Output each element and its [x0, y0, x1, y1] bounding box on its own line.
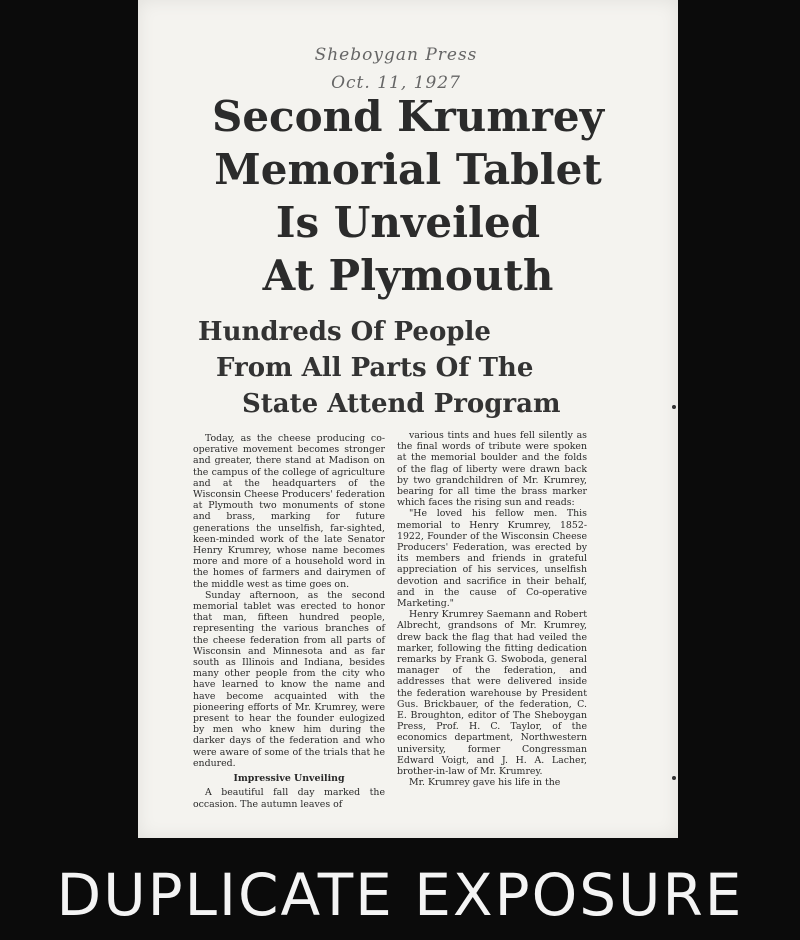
article-paragraph: A beautiful fall day marked the occasion. The autumn leaves of: [193, 787, 385, 810]
subheadline-line: Hundreds Of People: [198, 317, 491, 347]
article-column-left: [193, 433, 385, 810]
headline-line: Memorial Tablet: [214, 145, 602, 194]
article-paragraph: Today, as the cheese producing co-operative movement becomes stronger and greater, there stand at Madison on the campus of the college of agriculture and at the headquarters of the Wisconsin Cheese Producers' federation at Plymouth two monuments of stone and brass, marking for future generations the unselfish, far-sighted, keen-minded work of the late Senator Henry Krumrey, whose name becomes more and more of a household word in the homes of farmers and dairymen of the middle west as time goes on.: [193, 433, 385, 590]
handwritten-source-note: Sheboygan Press: [314, 45, 478, 65]
subheadline-line: From All Parts Of The: [216, 353, 534, 383]
article-paragraph: "He loved his fellow men. This memorial to Henry Krumrey, 1852-1922, Founder of the Wisconsin Cheese Producers' Federation, was erected by its members and friends in grateful appreciation of his services, unselfish devotion and sacrifice in their behalf, and in the cause of Co-operative Marketing.": [397, 508, 587, 610]
duplicate-exposure-label: DUPLICATE EXPOSURE: [56, 861, 744, 929]
headline-line: Second Krumrey: [211, 92, 605, 141]
article-paragraph: Mr. Krumrey gave his life in the: [409, 777, 561, 789]
article-column-right: [397, 430, 587, 789]
edge-speck: [672, 405, 676, 409]
section-subheading: Impressive Unveiling: [233, 773, 345, 785]
headline-line: Is Unveiled: [275, 198, 541, 247]
article-paragraph: various tints and hues fell silently as the final words of tribute were spoken at the memorial boulder and the folds of the flag of liberty were drawn back by two grandchildren of Mr. Krumrey, bearing for all time the brass marker which faces the rising sun and reads:: [397, 430, 587, 509]
article-paragraph: Sunday afternoon, as the second memorial tablet was erected to honor that man, fifteen hundred people, representing the various branches of the cheese federation from all parts of Wisconsin and Minnesota and as far south as Illinois and Indiana, besides many other people from the city who have learned to know the name and have become acquainted with the pioneering efforts of Mr. Krumrey, were present to hear the founder eulogized by men who knew him during the darker days of the federation and who were aware of some of the trials that he endured.: [193, 589, 385, 769]
article-paragraph: Henry Krumrey Saemann and Robert Albrecht, grandsons of Mr. Krumrey, drew back the flag that had veiled the marker, following the fitting dedication remarks by Frank G. Swoboda, general manager of the federation, and addresses that were delivered inside the federation warehouse by President Gus. Brickbauer, of the federation, C. E. Broughton, editor of The Sheboygan Press, Prof. H. C. Taylor, of the economics department, Northwestern university, former Congressman Edward Voigt, and J. H. A. Lacher, brother-in-law of Mr. Krumrey.: [397, 609, 587, 778]
edge-speck: [672, 776, 676, 780]
handwritten-date-note: Oct. 11, 1927: [331, 73, 461, 93]
subheadline: [138, 314, 678, 422]
headline: [138, 92, 678, 308]
headline-line: At Plymouth: [262, 251, 554, 300]
newspaper-clipping: [138, 0, 678, 838]
subheadline-line: State Attend Program: [242, 389, 561, 419]
